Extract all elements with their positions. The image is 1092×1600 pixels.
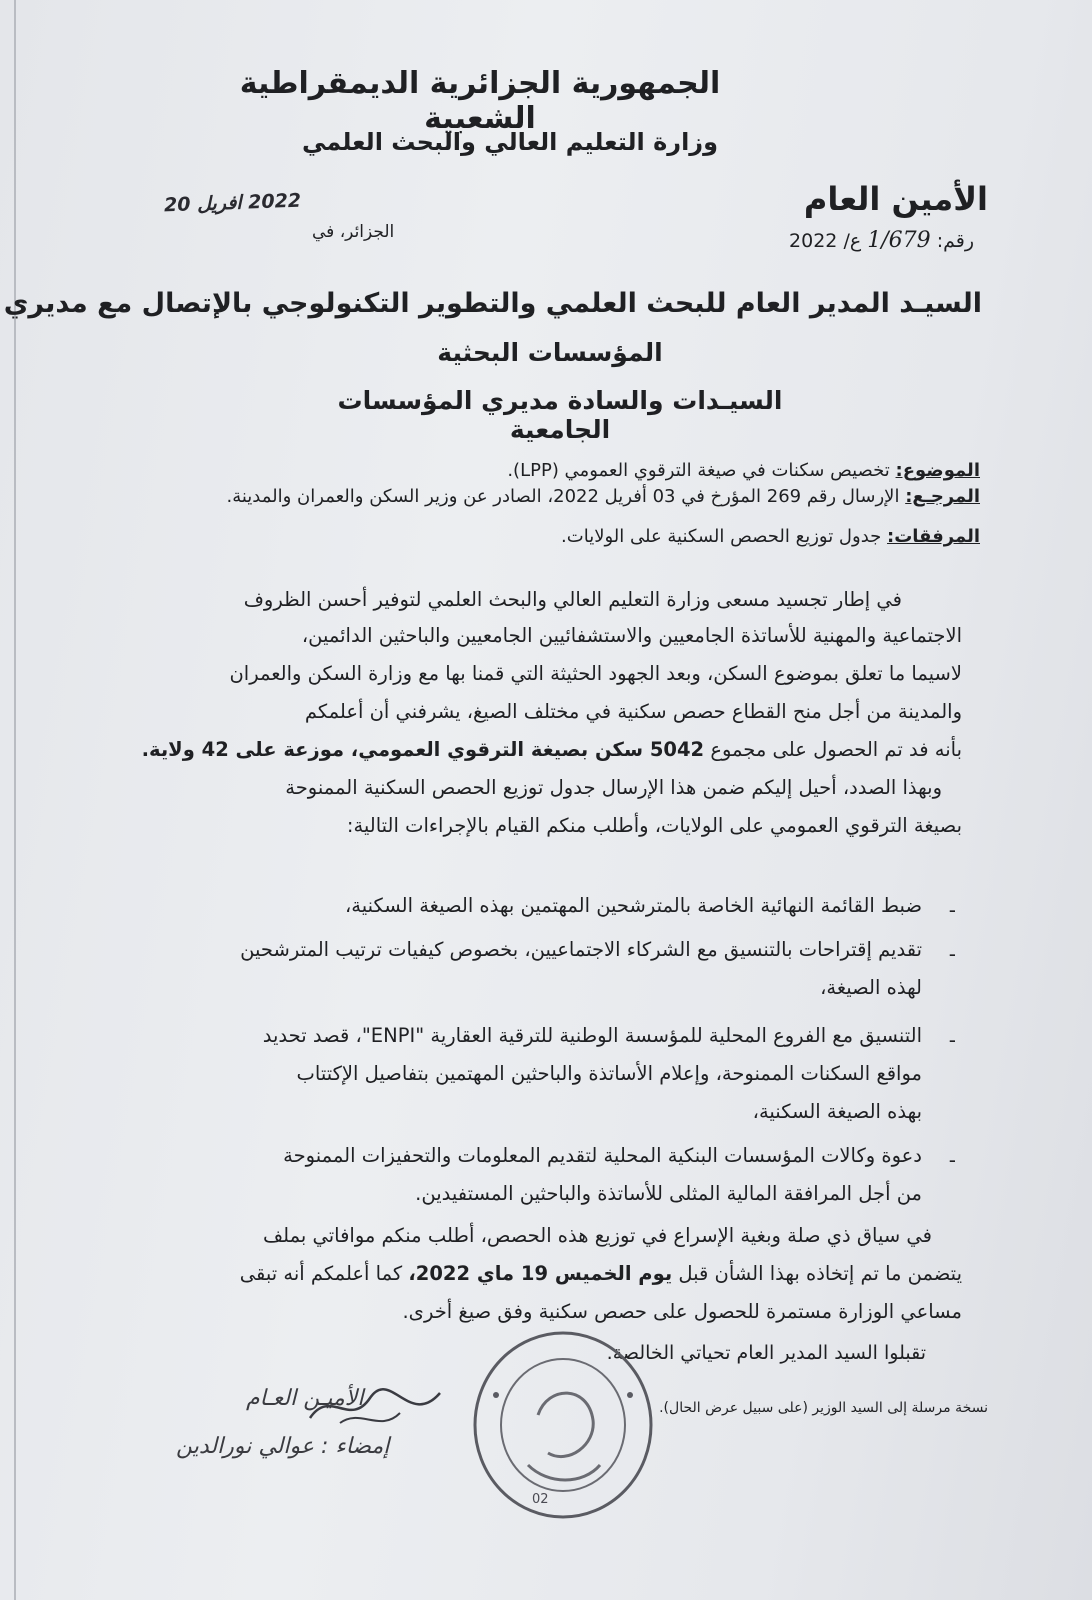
bullet-mark: - — [948, 898, 956, 922]
attachments-line — [561, 526, 980, 547]
closing-greeting: تقبلوا السيد المدير العام تحياتي الخالصة. — [606, 1342, 926, 1364]
bullet-mark: - — [948, 942, 956, 966]
handwritten-date: 2022 افريل 20 — [163, 189, 302, 217]
stamp-number: 02 — [532, 1492, 549, 1507]
addressee-line-1: السيـد المدير العام للبحث العلمي والتطوير التكنولوجي بالإتصال مع مديري — [3, 288, 982, 319]
bullet-line: من أجل المرافقة المالية المثلى للأساتذة والباحثين المستفيدين. — [415, 1182, 922, 1205]
body-line: في سياق ذي صلة وبغية الإسراع في توزيع هذه الحصص، أطلب منكم موافاتي بملف — [262, 1224, 932, 1247]
body-line: بصيغة الترقوي العمومي على الولايات، وأطلب منكم القيام بالإجراءات التالية: — [346, 814, 962, 837]
body-text: بأنه فد تم الحصول على مجموع — [710, 738, 962, 761]
body-line — [142, 740, 962, 760]
body-line: مساعي الوزارة مستمرة للحصول على حصص سكنية وفق صيغ أخرى. — [402, 1300, 962, 1323]
reference-label: المرجـع: — [905, 486, 980, 507]
bullet-line: التنسيق مع الفروع المحلية للمؤسسة الوطنية للترقية العقارية "ENPI"، قصد تحديد — [262, 1024, 922, 1047]
bullet-line: بهذه الصيغة السكنية، — [752, 1100, 922, 1123]
body-line: وبهذا الصدد، أحيل إليكم ضمن هذا الإرسال جدول توزيع الحصص السكنية الممنوحة — [285, 776, 942, 799]
signature-title: الأميـن العـام — [246, 1386, 364, 1411]
housing-total-text: 5042 سكن بصيغة الترقوي العمومي، موزعة على 42 ولاية. — [141, 738, 705, 761]
bullet-line: دعوة وكالات المؤسسات البنكية المحلية لتقديم المعلومات والتحفيزات الممنوحة — [283, 1144, 922, 1167]
bullet-mark: - — [948, 1028, 956, 1052]
ref-label: رقم: — [936, 230, 974, 252]
ministry-stamp — [468, 1325, 658, 1525]
deadline-text: يوم الخميس 19 ماي 2022، — [408, 1262, 673, 1285]
secretary-general-title: الأمين العام — [803, 180, 988, 218]
body-text: كما أعلمكم أنه تبقى — [239, 1262, 403, 1285]
bullet-line: مواقع السكنات الممنوحة، وإعلام الأساتذة والباحثين المهتمين بتفاصيل الإكتتاب — [296, 1062, 922, 1085]
attachments-text: جدول توزيع الحصص السكنية على الولايات. — [561, 526, 882, 547]
bullet-line: تقديم إقتراحات بالتنسيق مع الشركاء الاجتماعيين، بخصوص كيفيات ترتيب المترشحين — [240, 938, 922, 961]
reference-number — [789, 228, 974, 253]
ref-number: 1/679 — [867, 228, 931, 253]
republic-heading: الجمهورية الجزائرية الديمقراطية الشعبية — [239, 66, 721, 136]
subject-label: الموضوع: — [895, 460, 980, 481]
copy-note: نسخة مرسلة إلى السيد الوزير (على سبيل عرض الحال). — [659, 1400, 988, 1416]
place-label: الجزائر، في — [312, 222, 395, 242]
body-line: الاجتماعية والمهنية للأساتذة الجامعيين والاستشفائيين الجامعيين والباحثين الدائمين، — [301, 624, 962, 647]
subject-text: تخصيص سكنات في صيغة الترقوي العمومي (LPP). — [507, 460, 890, 481]
addressee-line-2: المؤسسات البحثية — [437, 338, 663, 367]
body-text: يتضمن ما تم إتخاذه بهذا الشأن قبل — [678, 1262, 962, 1285]
addressee-line-3: السيـدات والسادة مديري المؤسسات الجامعية — [337, 386, 783, 444]
body-line — [240, 1264, 962, 1284]
bullet-line: لهذه الصيغة، — [820, 976, 922, 999]
ministry-heading: وزارة التعليم العالي والبحث العلمي — [301, 128, 719, 156]
paper-edge-shadow — [14, 0, 16, 1600]
handwritten-signature — [300, 1378, 450, 1438]
signatory-name: إمضاء : عوالي نورالدين — [176, 1434, 390, 1459]
subject-line — [507, 460, 980, 481]
bullet-mark: - — [948, 1148, 956, 1172]
body-line: لاسيما ما تعلق بموضوع السكن، وبعد الجهود الحثيثة التي قمنا بها مع وزارة السكن والعمران — [229, 662, 962, 685]
attachments-label: المرفقات: — [887, 526, 980, 547]
reference-line — [226, 486, 980, 507]
reference-text: الإرسال رقم 269 المؤرخ في 03 أفريل 2022، الصادر عن وزير السكن والعمران والمدينة. — [226, 486, 900, 507]
body-line: في إطار تجسيد مسعى وزارة التعليم العالي والبحث العلمي لتوفير أحسن الظروف — [243, 588, 902, 611]
ref-suffix: ع/ 2022 — [789, 230, 862, 252]
body-line: والمدينة من أجل منح القطاع حصص سكنية في مختلف الصيغ، يشرفني أن أعلمكم — [304, 700, 962, 723]
bullet-line: ضبط القائمة النهائية الخاصة بالمترشحين المهتمين بهذه الصيغة السكنية، — [344, 894, 922, 917]
